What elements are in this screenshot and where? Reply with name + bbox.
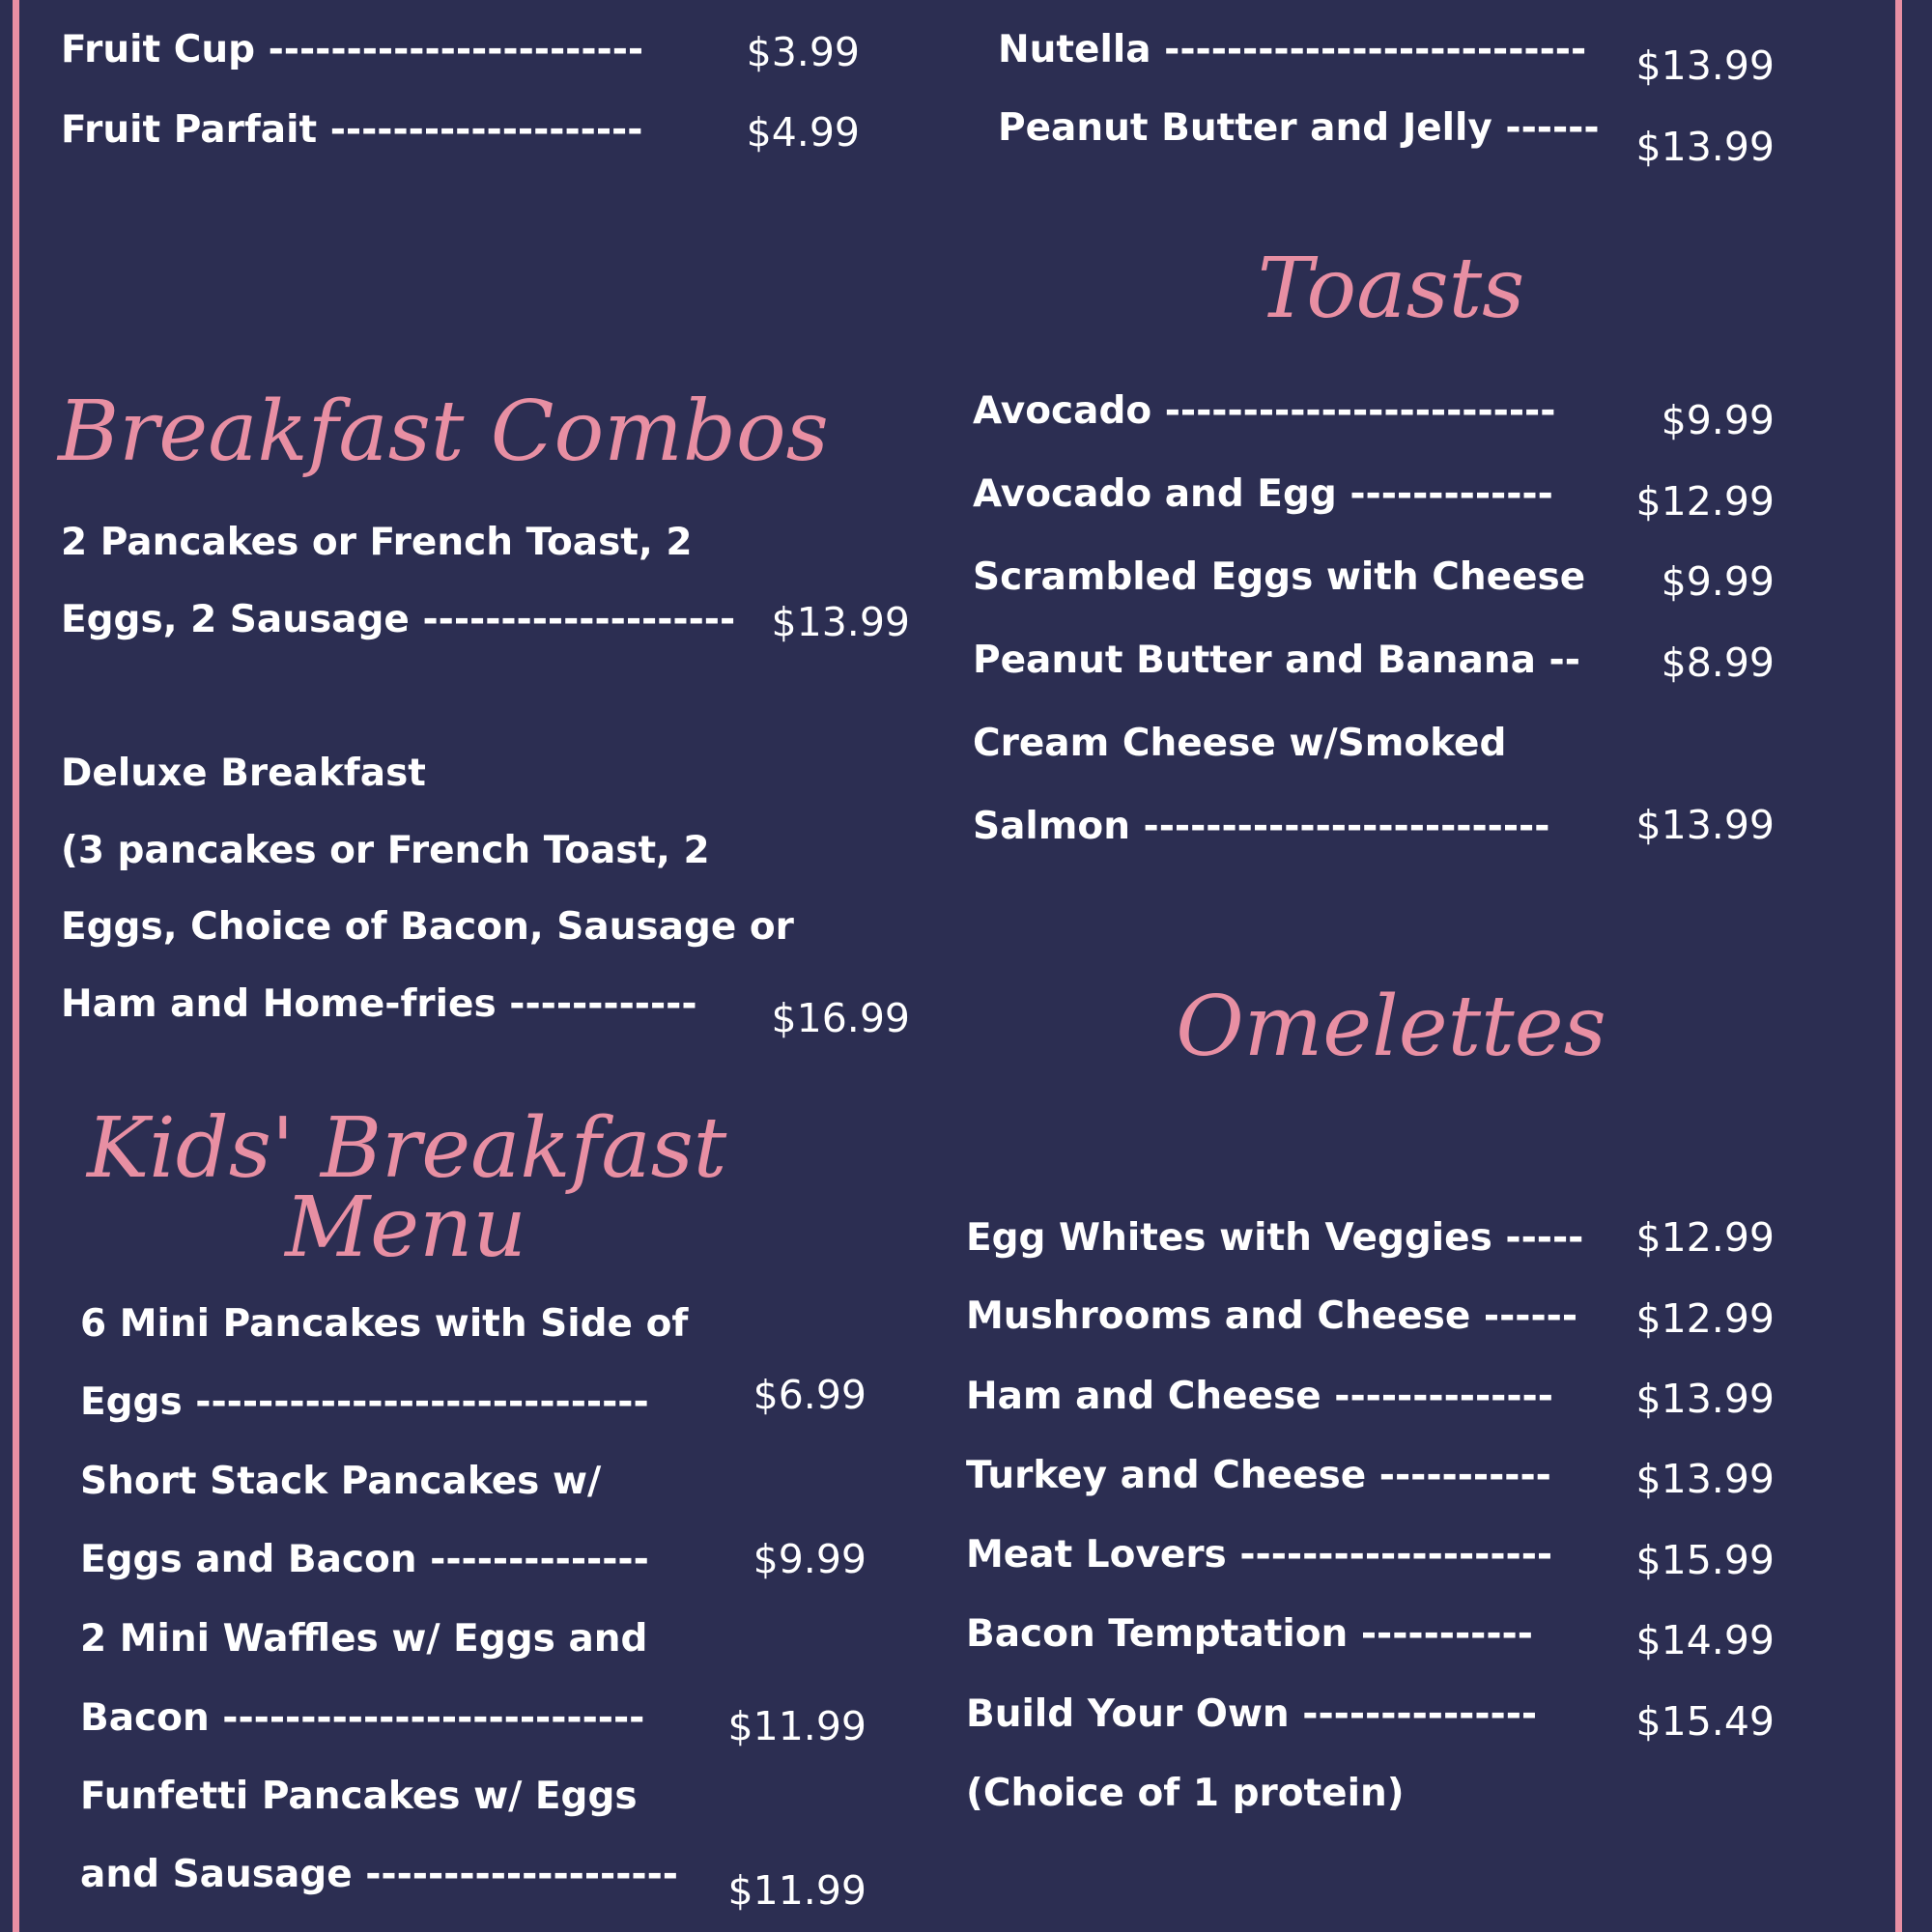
toast-item-3: Scrambled Eggs with Cheese [973, 555, 1586, 599]
omelettes-heading: Omelettes [1176, 979, 1606, 1075]
toast-item-1: Avocado ------------------------- [973, 389, 1556, 433]
toasts-heading: Toasts [1257, 241, 1525, 337]
kids-item-3-line-1: 2 Mini Waffles w/ Eggs and [80, 1617, 648, 1661]
kids-item-1-line-1: 6 Mini Pancakes with Side of [80, 1302, 689, 1346]
price-toast-4: $8.99 [1661, 639, 1775, 686]
omelette-note: (Choice of 1 protein) [966, 1772, 1405, 1815]
menu-item-pbj: Peanut Butter and Jelly ------ [998, 106, 1600, 150]
left-border [13, 0, 19, 1932]
combo-2-line-4: Ham and Home-fries ------------ [61, 982, 697, 1026]
kids-item-2-line-2: Eggs and Bacon -------------- [80, 1538, 649, 1581]
kids-menu-heading-line-1: Kids' Breakfast [87, 1100, 727, 1197]
combo-2-line-2: (3 pancakes or French Toast, 2 [61, 829, 710, 872]
kids-item-1-line-2: Eggs ----------------------------- [80, 1380, 649, 1424]
combo-2-line-1: Deluxe Breakfast [61, 752, 426, 795]
omelette-item-2: Mushrooms and Cheese ------ [966, 1294, 1578, 1338]
price-omelette-2: $12.99 [1635, 1295, 1775, 1342]
price-kids-item-1: $6.99 [753, 1372, 867, 1418]
toast-item-5-line-1: Cream Cheese w/Smoked [973, 722, 1507, 765]
omelette-item-4: Turkey and Cheese ----------- [966, 1454, 1551, 1497]
price-omelette-4: $13.99 [1635, 1456, 1775, 1502]
right-border [1895, 0, 1902, 1932]
price-kids-item-4: $11.99 [727, 1867, 867, 1914]
menu-item-fruit-cup: Fruit Cup ------------------------ [61, 28, 644, 71]
price-combo-2: $16.99 [771, 995, 910, 1041]
toast-item-4: Peanut Butter and Banana -- [973, 639, 1580, 682]
omelette-item-5: Meat Lovers -------------------- [966, 1533, 1553, 1577]
price-combo-1: $13.99 [771, 599, 910, 645]
price-toast-1: $9.99 [1661, 397, 1775, 443]
omelette-item-3: Ham and Cheese -------------- [966, 1375, 1553, 1418]
price-kids-item-2: $9.99 [753, 1536, 867, 1582]
price-toast-3: $9.99 [1661, 558, 1775, 605]
price-omelette-1: $12.99 [1635, 1214, 1775, 1261]
breakfast-combos-heading: Breakfast Combos [58, 384, 829, 480]
price-toast-2: $12.99 [1635, 478, 1775, 525]
kids-item-4-line-1: Funfetti Pancakes w/ Eggs [80, 1775, 638, 1818]
kids-item-2-line-1: Short Stack Pancakes w/ [80, 1460, 602, 1503]
kids-item-3-line-2: Bacon --------------------------- [80, 1696, 645, 1740]
kids-item-4-line-2: and Sausage -------------------- [80, 1853, 678, 1896]
price-omelette-3: $13.99 [1635, 1376, 1775, 1422]
menu-item-fruit-parfait: Fruit Parfait -------------------- [61, 108, 643, 152]
combo-1-line-2: Eggs, 2 Sausage -------------------- [61, 598, 736, 641]
menu-item-nutella: Nutella --------------------------- [998, 28, 1587, 71]
price-omelette-6: $14.99 [1635, 1617, 1775, 1663]
omelette-item-6: Bacon Temptation ----------- [966, 1612, 1533, 1656]
omelette-item-7: Build Your Own --------------- [966, 1692, 1538, 1736]
toast-item-2: Avocado and Egg ------------- [973, 472, 1553, 516]
price-kids-item-3: $11.99 [727, 1703, 867, 1749]
price-omelette-7: $15.49 [1635, 1698, 1775, 1745]
price-nutella: $13.99 [1635, 43, 1775, 89]
price-pbj: $13.99 [1635, 124, 1775, 170]
price-fruit-parfait: $4.99 [746, 109, 860, 156]
toast-item-5-line-2: Salmon -------------------------- [973, 805, 1550, 848]
price-omelette-5: $15.99 [1635, 1537, 1775, 1583]
kids-menu-heading-line-2: Menu [285, 1179, 526, 1276]
price-fruit-cup: $3.99 [746, 29, 860, 75]
combo-1-line-1: 2 Pancakes or French Toast, 2 [61, 521, 693, 564]
omelette-item-1: Egg Whites with Veggies ----- [966, 1216, 1584, 1260]
price-toast-5: $13.99 [1635, 802, 1775, 848]
combo-2-line-3: Eggs, Choice of Bacon, Sausage or [61, 905, 794, 949]
